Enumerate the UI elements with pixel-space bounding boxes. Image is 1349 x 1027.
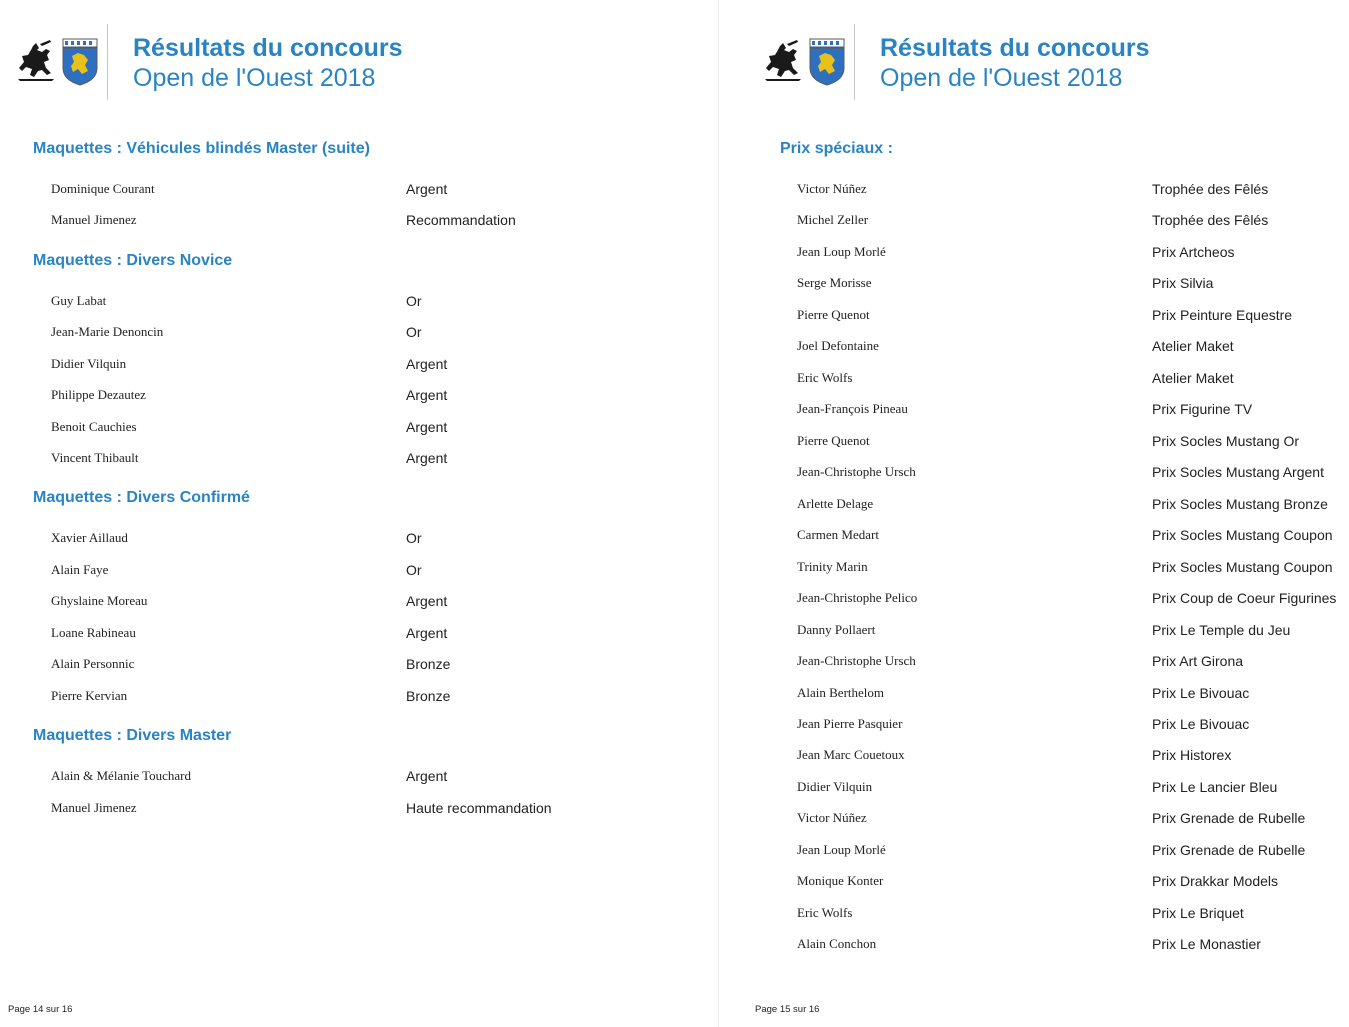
award: Argent xyxy=(406,356,448,372)
award: Prix Le Bivouac xyxy=(1152,716,1250,732)
participant-name: Philippe Dezautez xyxy=(51,387,146,402)
result-row xyxy=(0,688,718,708)
result-row xyxy=(719,496,1349,516)
award: Prix Drakkar Models xyxy=(1152,873,1279,889)
participant-name: Jean Loup Morlé xyxy=(797,244,886,259)
award: Prix Le Briquet xyxy=(1152,905,1244,921)
award: Or xyxy=(406,530,422,546)
award: Prix Le Lancier Bleu xyxy=(1152,779,1278,795)
page-title: Résultats du concours xyxy=(880,34,1150,62)
result-row xyxy=(719,842,1349,862)
participant-name: Eric Wolfs xyxy=(797,370,853,385)
result-row xyxy=(719,685,1349,705)
participant-name: Jean Loup Morlé xyxy=(797,842,886,857)
result-row xyxy=(719,747,1349,767)
result-row xyxy=(0,387,718,407)
participant-name: Jean Pierre Pasquier xyxy=(797,716,903,731)
award: Prix Art Girona xyxy=(1152,653,1244,669)
result-row xyxy=(0,324,718,344)
result-row xyxy=(0,625,718,645)
section-title: Maquettes : Divers Novice xyxy=(33,252,233,269)
result-row xyxy=(0,593,718,613)
award: Prix Grenade de Rubelle xyxy=(1152,842,1306,858)
award: Prix Le Monastier xyxy=(1152,936,1261,952)
participant-name: Joel Defontaine xyxy=(797,338,879,353)
award: Trophée des Fêlés xyxy=(1152,212,1269,228)
result-row xyxy=(0,530,718,550)
award: Prix Socles Mustang Argent xyxy=(1152,464,1324,480)
participant-name: Ghyslaine Moreau xyxy=(51,593,148,608)
participant-name: Jean-Christophe Pelico xyxy=(797,590,918,605)
participant-name: Alain Personnic xyxy=(51,656,135,671)
award: Argent xyxy=(406,768,448,784)
award: Or xyxy=(406,293,422,309)
result-row xyxy=(0,768,718,788)
result-row xyxy=(719,401,1349,421)
award: Haute recommandation xyxy=(406,800,552,816)
result-row xyxy=(0,800,718,820)
header-divider xyxy=(107,24,108,100)
result-row xyxy=(719,212,1349,232)
award: Bronze xyxy=(406,688,451,704)
award: Argent xyxy=(406,450,448,466)
participant-name: Alain Conchon xyxy=(797,936,877,951)
award: Or xyxy=(406,324,422,340)
page-header xyxy=(0,24,718,102)
participant-name: Guy Labat xyxy=(51,293,107,308)
participant-name: Victor Núñez xyxy=(797,810,867,825)
result-row xyxy=(719,653,1349,673)
participant-name: Didier Vilquin xyxy=(51,356,127,371)
result-row xyxy=(719,779,1349,799)
award: Argent xyxy=(406,181,448,197)
award: Recommandation xyxy=(406,212,516,228)
result-row xyxy=(719,936,1349,956)
result-row xyxy=(719,873,1349,893)
participant-name: Jean-Marie Denoncin xyxy=(51,324,164,339)
result-row xyxy=(719,433,1349,453)
award: Bronze xyxy=(406,656,451,672)
participant-name: Benoit Cauchies xyxy=(51,419,137,434)
result-row xyxy=(0,181,718,201)
coat-of-arms-icon xyxy=(62,38,98,86)
participant-name: Jean-Christophe Ursch xyxy=(797,653,916,668)
result-row xyxy=(719,370,1349,390)
participant-name: Alain Berthelom xyxy=(797,685,885,700)
section-title: Maquettes : Véhicules blindés Master (suite) xyxy=(33,140,370,157)
participant-name: Pierre Kervian xyxy=(51,688,128,703)
result-row xyxy=(719,338,1349,358)
participant-name: Pierre Quenot xyxy=(797,433,870,448)
result-row xyxy=(719,905,1349,925)
participant-name: Michel Zeller xyxy=(797,212,869,227)
page-subtitle: Open de l'Ouest 2018 xyxy=(880,64,1123,92)
participant-name: Monique Konter xyxy=(797,873,884,888)
participant-name: Victor Núñez xyxy=(797,181,867,196)
result-row xyxy=(719,622,1349,642)
knight-rider-icon xyxy=(763,40,803,82)
participant-name: Manuel Jimenez xyxy=(51,212,137,227)
result-row xyxy=(719,716,1349,736)
award: Prix Figurine TV xyxy=(1152,401,1253,417)
award: Or xyxy=(406,562,422,578)
participant-name: Jean-François Pineau xyxy=(797,401,908,416)
award: Prix Peinture Equestre xyxy=(1152,307,1293,323)
result-row xyxy=(0,562,718,582)
participant-name: Danny Pollaert xyxy=(797,622,876,637)
award: Prix Le Temple du Jeu xyxy=(1152,622,1291,638)
participant-name: Xavier Aillaud xyxy=(51,530,128,545)
section-title: Maquettes : Divers Confirmé xyxy=(33,489,250,506)
participant-name: Manuel Jimenez xyxy=(51,800,137,815)
result-row xyxy=(0,419,718,439)
award: Atelier Maket xyxy=(1152,370,1234,386)
result-row xyxy=(0,656,718,676)
knight-rider-icon xyxy=(16,40,56,82)
page-number: Page 15 sur 16 xyxy=(755,1004,820,1015)
result-row xyxy=(719,181,1349,201)
coat-of-arms-icon xyxy=(809,38,845,86)
award: Argent xyxy=(406,419,448,435)
result-row xyxy=(719,559,1349,579)
result-row xyxy=(719,275,1349,295)
participant-name: Arlette Delage xyxy=(797,496,874,511)
page-subtitle: Open de l'Ouest 2018 xyxy=(133,64,376,92)
result-row xyxy=(719,244,1349,264)
participant-name: Trinity Marin xyxy=(797,559,868,574)
participant-name: Carmen Medart xyxy=(797,527,879,542)
award: Prix Coup de Coeur Figurines xyxy=(1152,590,1337,606)
section-title: Maquettes : Divers Master xyxy=(33,727,232,744)
result-row xyxy=(719,810,1349,830)
award: Prix Socles Mustang Bronze xyxy=(1152,496,1328,512)
result-row xyxy=(719,527,1349,547)
result-row xyxy=(719,464,1349,484)
award: Atelier Maket xyxy=(1152,338,1234,354)
participant-name: Eric Wolfs xyxy=(797,905,853,920)
award: Prix Socles Mustang Or xyxy=(1152,433,1300,449)
participant-name: Vincent Thibault xyxy=(51,450,139,465)
award: Trophée des Fêlés xyxy=(1152,181,1269,197)
award: Prix Artcheos xyxy=(1152,244,1235,260)
participant-name: Loane Rabineau xyxy=(51,625,136,640)
award: Prix Historex xyxy=(1152,747,1232,763)
award: Prix Le Bivouac xyxy=(1152,685,1250,701)
participant-name: Dominique Courant xyxy=(51,181,155,196)
result-row xyxy=(0,356,718,376)
page-header xyxy=(719,24,1349,102)
award: Prix Silvia xyxy=(1152,275,1214,291)
result-row xyxy=(0,212,718,232)
participant-name: Pierre Quenot xyxy=(797,307,870,322)
result-row xyxy=(0,450,718,470)
participant-name: Alain Faye xyxy=(51,562,109,577)
header-divider xyxy=(854,24,855,100)
page-15 xyxy=(719,0,1349,1027)
participant-name: Serge Morisse xyxy=(797,275,872,290)
participant-name: Jean Marc Couetoux xyxy=(797,747,905,762)
participant-name: Jean-Christophe Ursch xyxy=(797,464,916,479)
award: Prix Socles Mustang Coupon xyxy=(1152,527,1333,543)
page-number: Page 14 sur 16 xyxy=(8,1004,73,1015)
award: Prix Socles Mustang Coupon xyxy=(1152,559,1333,575)
result-row xyxy=(719,307,1349,327)
award: Argent xyxy=(406,625,448,641)
section-title: Prix spéciaux : xyxy=(780,140,893,157)
award: Argent xyxy=(406,387,448,403)
result-row xyxy=(0,293,718,313)
participant-name: Alain & Mélanie Touchard xyxy=(51,768,192,783)
award: Argent xyxy=(406,593,448,609)
page-title: Résultats du concours xyxy=(133,34,403,62)
result-row xyxy=(719,590,1349,610)
participant-name: Didier Vilquin xyxy=(797,779,873,794)
award: Prix Grenade de Rubelle xyxy=(1152,810,1306,826)
